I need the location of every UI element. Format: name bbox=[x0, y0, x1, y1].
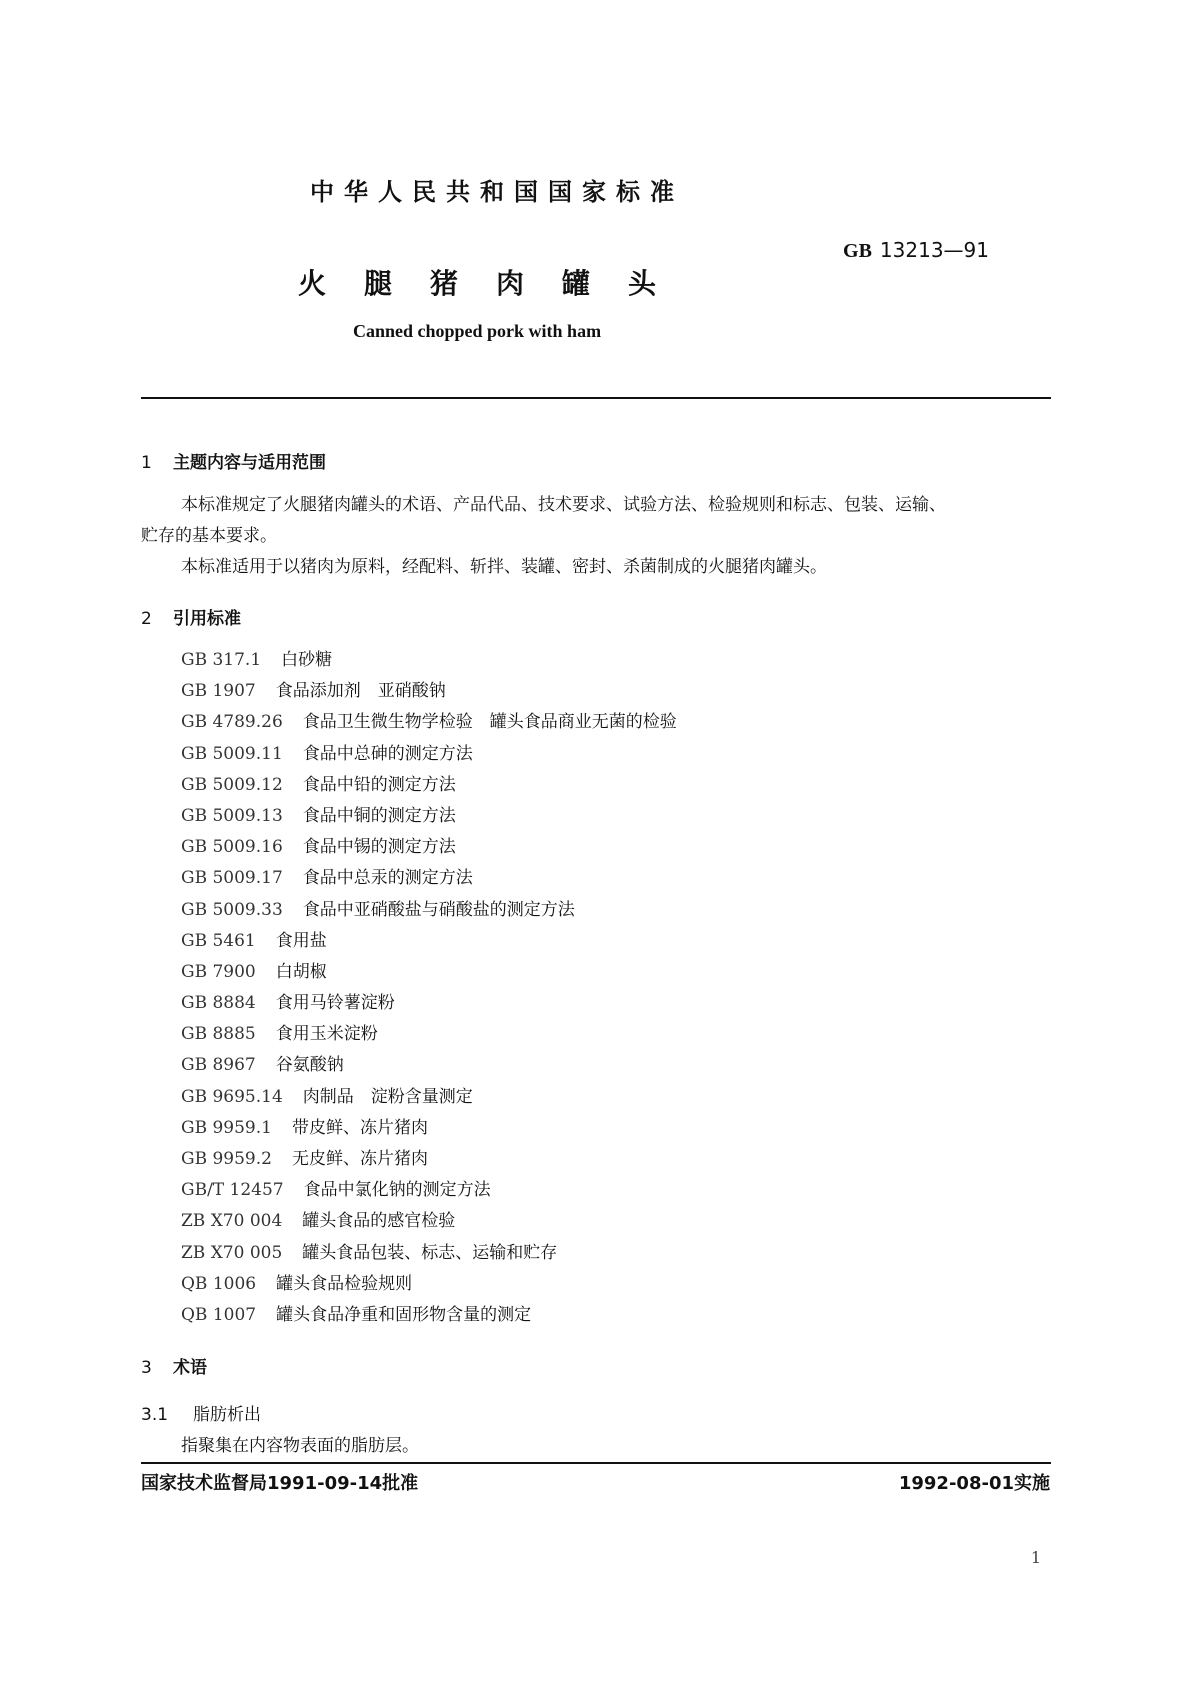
reference-item bbox=[181, 676, 677, 707]
reference-code: GB 5009.11 bbox=[181, 743, 283, 764]
reference-code: GB 5461 bbox=[181, 930, 256, 951]
reference-name: 食品中亚硝酸盐与硝酸盐的测定方法 bbox=[302, 899, 575, 920]
reference-code: GB 5009.33 bbox=[181, 899, 283, 920]
section-3-title: 术语 bbox=[173, 1358, 207, 1378]
page-number: 1 bbox=[1030, 1548, 1041, 1567]
section-1-para1-line1: 本标准规定了火腿猪肉罐头的术语、产品代品、技术要求、试验方法、检验规则和标志、包装、运输、 bbox=[181, 495, 946, 515]
reference-code: ZB X70 004 bbox=[181, 1211, 283, 1232]
reference-name: 食品中铅的测定方法 bbox=[302, 774, 456, 795]
standard-prefix: GB bbox=[843, 240, 872, 262]
reference-name: 食品中总汞的测定方法 bbox=[302, 868, 473, 889]
reference-code: GB 7900 bbox=[181, 961, 256, 982]
reference-name: 食品添加剂 亚硝酸钠 bbox=[275, 681, 446, 702]
reference-name: 无皮鲜、冻片猪肉 bbox=[291, 1149, 428, 1169]
reference-code: GB 4789.26 bbox=[181, 712, 283, 733]
reference-item bbox=[181, 1269, 677, 1300]
reference-code: GB 5009.13 bbox=[181, 805, 283, 826]
reference-code: GB 317.1 bbox=[181, 650, 262, 670]
national-standard-heading: 中华人民共和国国家标准 bbox=[310, 178, 684, 206]
reference-item bbox=[181, 1019, 677, 1050]
reference-code: QB 1007 bbox=[181, 1304, 257, 1325]
reference-code: QB 1006 bbox=[181, 1273, 257, 1294]
reference-item bbox=[181, 1238, 677, 1269]
reference-code: ZB X70 005 bbox=[181, 1242, 283, 1263]
reference-name: 白胡椒 bbox=[275, 961, 327, 982]
reference-item bbox=[181, 1113, 677, 1144]
reference-item bbox=[181, 1175, 677, 1206]
reference-list bbox=[181, 645, 677, 1331]
reference-item bbox=[181, 739, 677, 770]
reference-item bbox=[181, 832, 677, 863]
reference-item bbox=[181, 1050, 677, 1081]
subsection-3-1-number: 3.1 bbox=[141, 1405, 169, 1425]
section-1-title: 主题内容与适用范围 bbox=[173, 453, 326, 473]
reference-name: 带皮鲜、冻片猪肉 bbox=[291, 1117, 428, 1138]
section-1-body bbox=[141, 490, 1051, 583]
reference-item bbox=[181, 1206, 677, 1237]
section-2-title: 引用标准 bbox=[173, 609, 241, 629]
subsection-3-1-heading bbox=[141, 1400, 261, 1425]
reference-item bbox=[181, 1082, 677, 1113]
reference-item bbox=[181, 957, 677, 988]
reference-code: GB 9959.1 bbox=[181, 1117, 272, 1138]
section-1-para2: 本标准适用于以猪肉为原料，经配料、斩拌、装罐、密封、杀菌制成的火腿猪肉罐头。 bbox=[181, 557, 827, 577]
section-2-number: 2 bbox=[141, 609, 152, 629]
reference-item bbox=[181, 707, 677, 738]
reference-item bbox=[181, 1300, 677, 1331]
section-1-number: 1 bbox=[141, 453, 152, 473]
reference-name: 食用盐 bbox=[275, 930, 327, 951]
reference-name: 肉制品 淀粉含量测定 bbox=[302, 1086, 473, 1107]
reference-code: GB 5009.17 bbox=[181, 868, 283, 889]
reference-name: 食品中铜的测定方法 bbox=[302, 805, 456, 826]
subsection-3-1-title: 脂肪析出 bbox=[193, 1405, 261, 1425]
reference-name: 罐头食品包装、标志、运输和贮存 bbox=[302, 1242, 558, 1263]
reference-name: 白砂糖 bbox=[281, 650, 333, 670]
standard-number bbox=[843, 238, 989, 263]
reference-name: 食品中锡的测定方法 bbox=[302, 837, 456, 858]
reference-name: 谷氨酸钠 bbox=[275, 1055, 344, 1076]
reference-item bbox=[181, 988, 677, 1019]
reference-code: GB 8885 bbox=[181, 1024, 256, 1045]
reference-item bbox=[181, 801, 677, 832]
subsection-3-1-text: 指聚集在内容物表面的脂肪层。 bbox=[181, 1436, 419, 1456]
reference-code: GB/T 12457 bbox=[181, 1180, 284, 1201]
section-3-heading bbox=[141, 1353, 207, 1378]
reference-name: 罐头食品净重和固形物含量的测定 bbox=[276, 1304, 532, 1325]
reference-code: GB 8967 bbox=[181, 1055, 256, 1076]
section-1-heading bbox=[141, 448, 326, 473]
approval-date: 国家技术监督局1991-09-14批准 bbox=[141, 1473, 419, 1494]
header-divider bbox=[141, 397, 1051, 399]
section-1-para1-line2: 贮存的基本要求。 bbox=[141, 526, 277, 546]
reference-item bbox=[181, 863, 677, 894]
section-2-heading bbox=[141, 604, 241, 629]
reference-item bbox=[181, 1144, 677, 1175]
document-title: 火腿猪肉罐头 bbox=[298, 267, 695, 300]
reference-code: GB 5009.16 bbox=[181, 837, 283, 858]
reference-item bbox=[181, 770, 677, 801]
reference-name: 食用马铃薯淀粉 bbox=[275, 993, 395, 1014]
reference-code: GB 1907 bbox=[181, 681, 256, 702]
reference-item bbox=[181, 645, 677, 676]
reference-code: GB 5009.12 bbox=[181, 774, 283, 795]
reference-name: 食品中氯化钠的测定方法 bbox=[303, 1180, 491, 1201]
reference-name: 罐头食品的感官检验 bbox=[302, 1211, 456, 1232]
footer-divider bbox=[141, 1462, 1051, 1464]
reference-code: GB 9959.2 bbox=[181, 1149, 272, 1169]
reference-name: 食品中总砷的测定方法 bbox=[302, 743, 473, 764]
reference-name: 食品卫生微生物学检验 罐头食品商业无菌的检验 bbox=[302, 712, 677, 733]
reference-item bbox=[181, 895, 677, 926]
document-subtitle-en: Canned chopped pork with ham bbox=[353, 321, 602, 341]
standard-code: 13213—91 bbox=[879, 238, 989, 262]
effective-date: 1992-08-01实施 bbox=[898, 1473, 1050, 1494]
reference-name: 罐头食品检验规则 bbox=[276, 1273, 413, 1294]
section-3-number: 3 bbox=[141, 1358, 152, 1378]
reference-code: GB 8884 bbox=[181, 993, 256, 1014]
reference-name: 食用玉米淀粉 bbox=[275, 1024, 378, 1045]
reference-code: GB 9695.14 bbox=[181, 1086, 283, 1107]
reference-item bbox=[181, 926, 677, 957]
